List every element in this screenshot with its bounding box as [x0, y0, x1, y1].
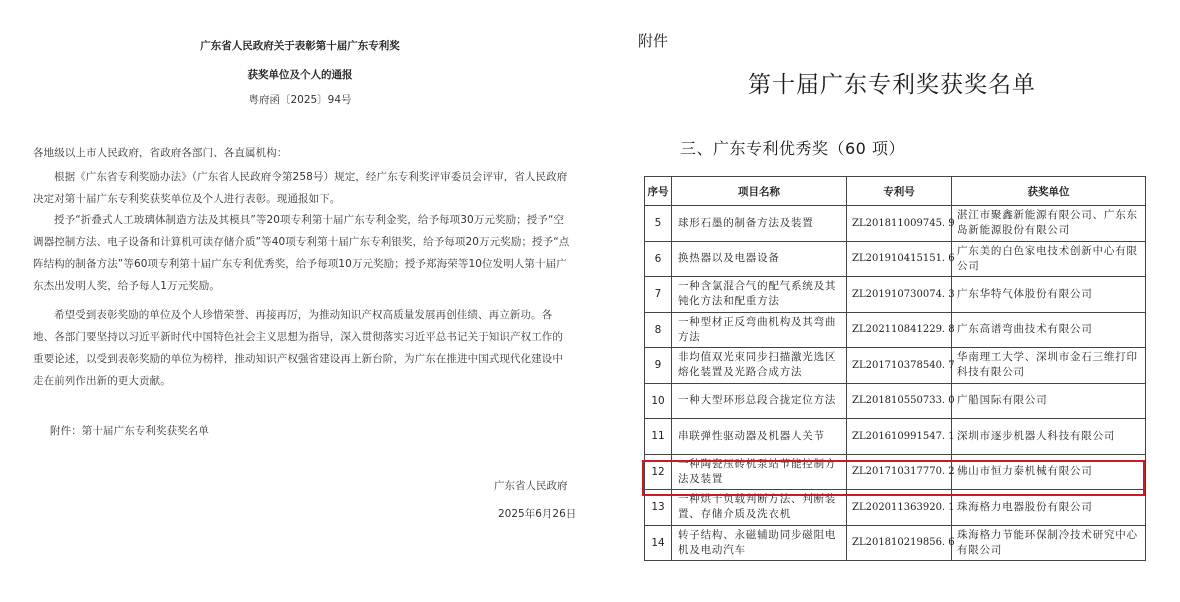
row-award-unit: 广东美的白色家电技术创新中心有限公司	[952, 241, 1146, 277]
row-award-unit: 广船国际有限公司	[952, 383, 1146, 419]
row-award-unit: 广东高谱弯曲技术有限公司	[952, 312, 1146, 348]
table-row	[645, 241, 1146, 277]
row-index: 6	[645, 241, 672, 277]
row-award-unit: 珠海格力电器股份有限公司	[952, 490, 1146, 526]
paragraph-expectation: 希望受到表彰奖励的单位及个人珍惜荣誉、再接再厉，为推动知识产权高质量发展再创佳绩、再立新功。各地、各部门要坚持以习近平新时代中国特色社会主义思想为指导，深入贯彻落实习近平总书记关于知识产权工作的重要论述，以受到表彰奖励的单位为榜样，推动知识产权强省建设再上新台阶，为广东在推进中国式现代化建设中走在前列作出新的更大贡献。	[33, 309, 563, 387]
row-project-name: 一种型材正反弯曲机构及其弯曲方法	[672, 312, 847, 348]
row-patent-number: ZL201810219856. 6	[847, 525, 952, 561]
row-project-name: 换热器以及电器设备	[672, 241, 847, 277]
row-index: 8	[645, 312, 672, 348]
header-project-name: 项目名称	[672, 177, 847, 206]
row-patent-number: ZL201710378540. 7	[847, 348, 952, 384]
row-award-unit: 深圳市逐步机器人科技有限公司	[952, 419, 1146, 455]
row-project-name: 串联弹性驱动器及机器人关节	[672, 419, 847, 455]
table-row	[645, 490, 1146, 526]
row-index: 7	[645, 277, 672, 313]
row-patent-number: ZL202110841229. 8	[847, 312, 952, 348]
attachment-reference: 附件：第十届广东专利奖获奖名单	[50, 425, 209, 437]
row-project-name: 非均值双光束同步扫描激光选区熔化装置及光路合成方法	[672, 348, 847, 384]
table-header-row	[645, 177, 1146, 206]
paragraph-awards: 授予“折叠式人工玻璃体制造方法及其模具”等20项专利第十届广东专利金奖，给予每项30万元奖励；授予“空调器控制方法、电子设备和计算机可读存储介质”等40项专利第十届广东专利银奖，给予每项20万元奖励；授予“点阵结构的制备方法”等60项专利第十届广东专利优秀奖，给予每项10万元奖励；授予郑海荣等10位发明人第十届广东杰出发明人奖，给予每人1万元奖励。	[33, 214, 570, 292]
notice-title-line2: 获奖单位及个人的通报	[247, 69, 353, 81]
document-number: 粤府函〔2025〕94号	[248, 94, 352, 106]
row-index: 13	[645, 490, 672, 526]
row-patent-number: ZL201710317770. 2	[847, 454, 952, 490]
row-award-unit: 佛山市恒力泰机械有限公司	[952, 454, 1146, 490]
row-project-name: 球形石墨的制备方法及装置	[672, 206, 847, 242]
award-list-document	[600, 0, 1180, 602]
row-award-unit: 广东华特气体股份有限公司	[952, 277, 1146, 313]
row-patent-number: ZL201811009745. 9	[847, 206, 952, 242]
paragraph-basis: 根据《广东省专利奖励办法》（广东省人民政府令第258号）规定，经广东专利奖评审委员会评审，省人民政府决定对第十届广东专利奖获奖单位及个人进行表彰。现通报如下。	[33, 171, 568, 205]
section-heading: 三、广东专利优秀奖（60 项）	[680, 139, 905, 158]
row-index: 9	[645, 348, 672, 384]
row-patent-number: ZL201910415151. 6	[847, 241, 952, 277]
row-index: 5	[645, 206, 672, 242]
table-row	[645, 206, 1146, 242]
salutation: 各地级以上市人民政府，省政府各部门、各直属机构：	[33, 147, 288, 159]
table-row	[645, 348, 1146, 384]
signer: 广东省人民政府	[494, 480, 568, 492]
row-project-name: 一种含氯混合气的配气系统及其钝化方法和配重方法	[672, 277, 847, 313]
table-row	[645, 277, 1146, 313]
award-list-title: 第十届广东专利奖获奖名单	[748, 72, 1036, 98]
notice-title-line1: 广东省人民政府关于表彰第十届广东专利奖	[200, 40, 400, 52]
issue-date: 2025年6月26日	[498, 508, 577, 520]
row-index: 14	[645, 525, 672, 561]
table-row	[645, 383, 1146, 419]
header-patent-number: 专利号	[847, 177, 952, 206]
row-patent-number: ZL202011363920. 1	[847, 490, 952, 526]
row-project-name: 一种大型环形总段合拢定位方法	[672, 383, 847, 419]
header-award-unit: 获奖单位	[952, 177, 1146, 206]
row-project-name: 一种烘干负载判断方法、判断装置、存储介质及洗衣机	[672, 490, 847, 526]
table-row	[645, 312, 1146, 348]
row-award-unit: 华南理工大学、深圳市金石三维打印科技有限公司	[952, 348, 1146, 384]
row-patent-number: ZL201610991547. 1	[847, 419, 952, 455]
row-award-unit: 湛江市聚鑫新能源有限公司、广东东岛新能源股份有限公司	[952, 206, 1146, 242]
row-index: 10	[645, 383, 672, 419]
row-award-unit: 珠海格力节能环保制冷技术研究中心有限公司	[952, 525, 1146, 561]
row-patent-number: ZL201910730074. 3	[847, 277, 952, 313]
row-project-name: 一种陶瓷压砖机泵站节能控制方法及装置	[672, 454, 847, 490]
header-index: 序号	[645, 177, 672, 206]
row-patent-number: ZL201810550733. 0	[847, 383, 952, 419]
row-project-name: 转子结构、永磁辅助同步磁阻电机及电动汽车	[672, 525, 847, 561]
attachment-label: 附件	[638, 32, 669, 50]
row-index: 11	[645, 419, 672, 455]
table-row-highlighted	[645, 454, 1146, 490]
table-row	[645, 525, 1146, 561]
table-row	[645, 419, 1146, 455]
award-table	[644, 176, 1146, 561]
row-index: 12	[645, 454, 672, 490]
